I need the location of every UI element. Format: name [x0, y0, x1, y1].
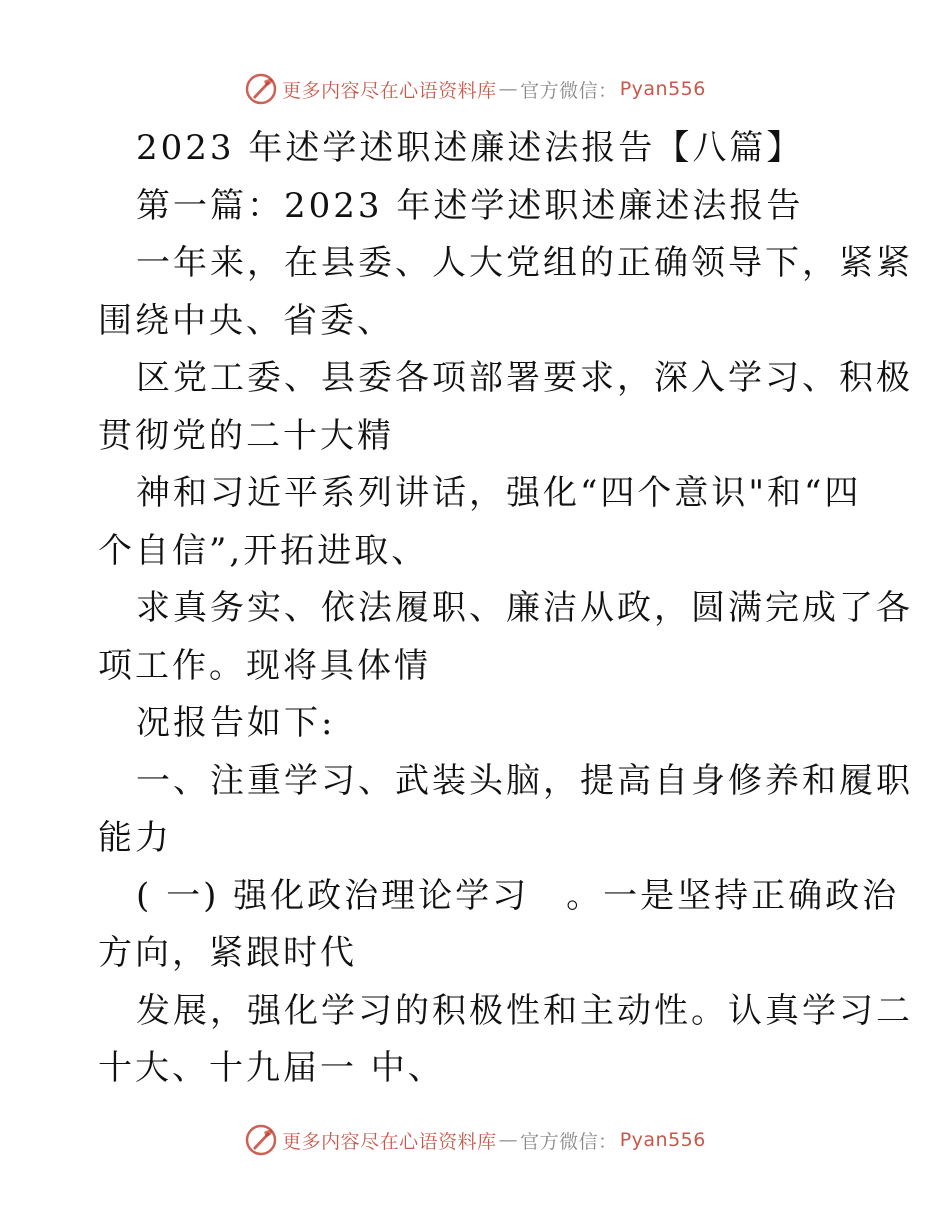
- document-title: 2023 年述学述职述廉述法报告【八篇】: [136, 128, 804, 168]
- paragraph-line: 一年来，在县委、人大党组的正确领导下，紧紧: [136, 243, 913, 283]
- watermark-wechat-label: 官方微信：: [520, 1130, 618, 1153]
- watermark-wechat-label: 官方微信：: [520, 79, 618, 102]
- watermark-dash: —: [498, 78, 519, 100]
- paragraph-line: 项工作。现将具体情: [98, 645, 431, 686]
- paragraph-line: 个自信”,开拓进取、: [98, 530, 429, 571]
- paragraph-line: ( 一) 强化政治理论学习 。一是坚持正确政治: [136, 875, 900, 916]
- subsection-heading: 能力: [98, 818, 172, 858]
- watermark-header: [0, 72, 950, 106]
- quill-logo-icon: [244, 72, 278, 106]
- paragraph-line: 求真务实、依法履职、廉洁从政，圆满完成了各: [136, 588, 913, 628]
- paragraph-line: 围绕中央、省委、: [98, 300, 394, 341]
- paragraph-line: 方向，紧跟时代: [98, 933, 357, 973]
- section-heading: 第一篇：2023 年述学述职述廉述法报告: [136, 185, 804, 226]
- paragraph-line: 发展，强化学习的积极性和主动性。认真学习二: [136, 990, 913, 1031]
- watermark-wechat-id: Pyan556: [619, 1129, 706, 1151]
- paragraph-line: 神和习近平系列讲话，强化“四个意识"和“四: [136, 473, 862, 513]
- paragraph-line: 区党工委、县委各项部署要求，深入学习、积极: [136, 358, 913, 398]
- quill-logo-icon: [244, 1123, 278, 1157]
- watermark-text: 更多内容尽在心语资料库: [282, 79, 497, 102]
- watermark-dash: —: [498, 1129, 519, 1151]
- document-body: [98, 120, 913, 1098]
- watermark-footer: [0, 1123, 950, 1157]
- watermark-wechat-id: Pyan556: [619, 78, 706, 100]
- paragraph-line: 十大、十九届一 中、: [98, 1048, 445, 1088]
- subsection-heading: 一、注重学习、武装头脑，提高自身修养和履职: [136, 760, 913, 801]
- paragraph-line: 况报告如下:: [136, 703, 336, 743]
- watermark-text: 更多内容尽在心语资料库: [282, 1130, 497, 1153]
- paragraph-line: 贯彻党的二十大精: [98, 415, 394, 456]
